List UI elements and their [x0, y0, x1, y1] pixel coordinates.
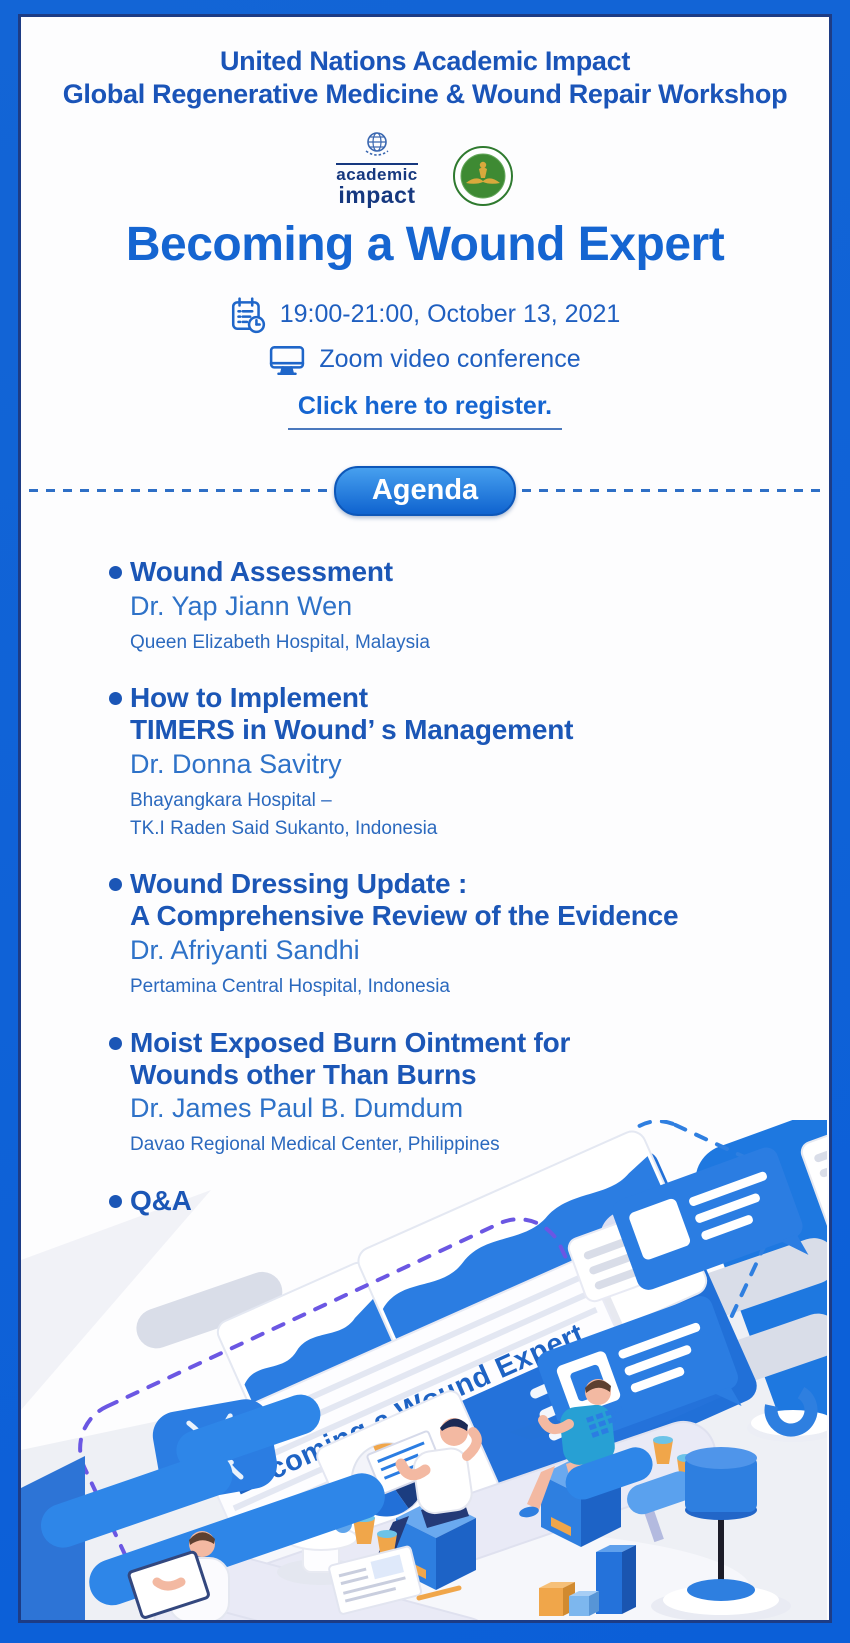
detail-platform-text: Zoom video conference [319, 345, 581, 374]
un-globe-icon [360, 127, 394, 161]
agenda-org-line: TK.I Raden Said Sukanto, Indonesia [130, 817, 438, 839]
dashed-rule-left [29, 489, 328, 492]
agenda-title-line: Wound Dressing Update : [130, 868, 468, 900]
agenda-title-line: Moist Exposed Burn Ointment for [130, 1026, 571, 1058]
page-title: Becoming a Wound Expert [125, 217, 725, 271]
agenda-title-line: How to Implement [130, 682, 368, 714]
agenda-title-line: TIMERS in Wound’ s Management [130, 714, 574, 746]
agenda-org [130, 787, 789, 842]
agenda-pill: Agenda [334, 466, 516, 516]
agenda-title-line: Wounds other Than Burns [130, 1058, 477, 1090]
agenda-org-line: Bhayangkara Hospital – [130, 790, 332, 812]
agenda-item-qa [109, 1185, 789, 1217]
detail-datetime [230, 296, 621, 334]
event-details [21, 296, 829, 376]
calendar-clock-icon [230, 296, 266, 334]
agenda-item [109, 1027, 789, 1159]
bullet-icon [109, 1195, 122, 1208]
unai-logo [336, 127, 418, 207]
banner-text: Becoming Expert [228, 1317, 589, 1502]
agenda-item [109, 682, 789, 842]
detail-datetime-text: 19:00-21:00, October 13, 2021 [279, 300, 621, 329]
poster-header [21, 45, 829, 111]
agenda-speaker: Dr. James Paul B. Dumdum [130, 1093, 464, 1124]
agenda-org: Pertamina Central Hospital, Indonesia [130, 976, 451, 998]
detail-platform [269, 344, 580, 376]
green-seal-logo [452, 145, 514, 207]
bullet-icon [109, 1037, 122, 1050]
agenda-divider [21, 466, 829, 516]
bullet-icon [109, 878, 122, 891]
header-line-1: United Nations Academic Impact [219, 46, 631, 76]
bullet-icon [109, 692, 122, 705]
agenda-speaker: Dr. Afriyanti Sandhi [130, 935, 360, 966]
register-link[interactable]: Click here to register. [288, 392, 562, 430]
agenda-speaker: Dr. Yap Jiann Wen [130, 590, 353, 621]
agenda-title-line: Q&A [130, 1184, 192, 1216]
monitor-icon [269, 344, 305, 376]
unai-word-impact: impact [338, 181, 416, 208]
header-line-2: Global Regenerative Medicine & Wound Repair Workshop [62, 78, 788, 109]
unai-word-academic: academic [336, 164, 418, 184]
logos-row [21, 127, 829, 207]
bullet-icon [109, 566, 122, 579]
agenda-org: Queen Elizabeth Hospital, Malaysia [130, 631, 430, 653]
agenda-title-line: Wound Assessment [130, 555, 393, 587]
poster-content [18, 14, 832, 1623]
agenda-list [109, 556, 789, 1217]
agenda-item [109, 868, 789, 1000]
agenda-item [109, 556, 789, 656]
register-row [21, 392, 829, 430]
agenda-org: Davao Regional Medical Center, Philippines [130, 1134, 500, 1156]
dashed-rule-right [522, 489, 821, 492]
agenda-speaker: Dr. Donna Savitry [130, 749, 342, 780]
agenda-title-line: A Comprehensive Review of the Evidence [130, 900, 679, 932]
